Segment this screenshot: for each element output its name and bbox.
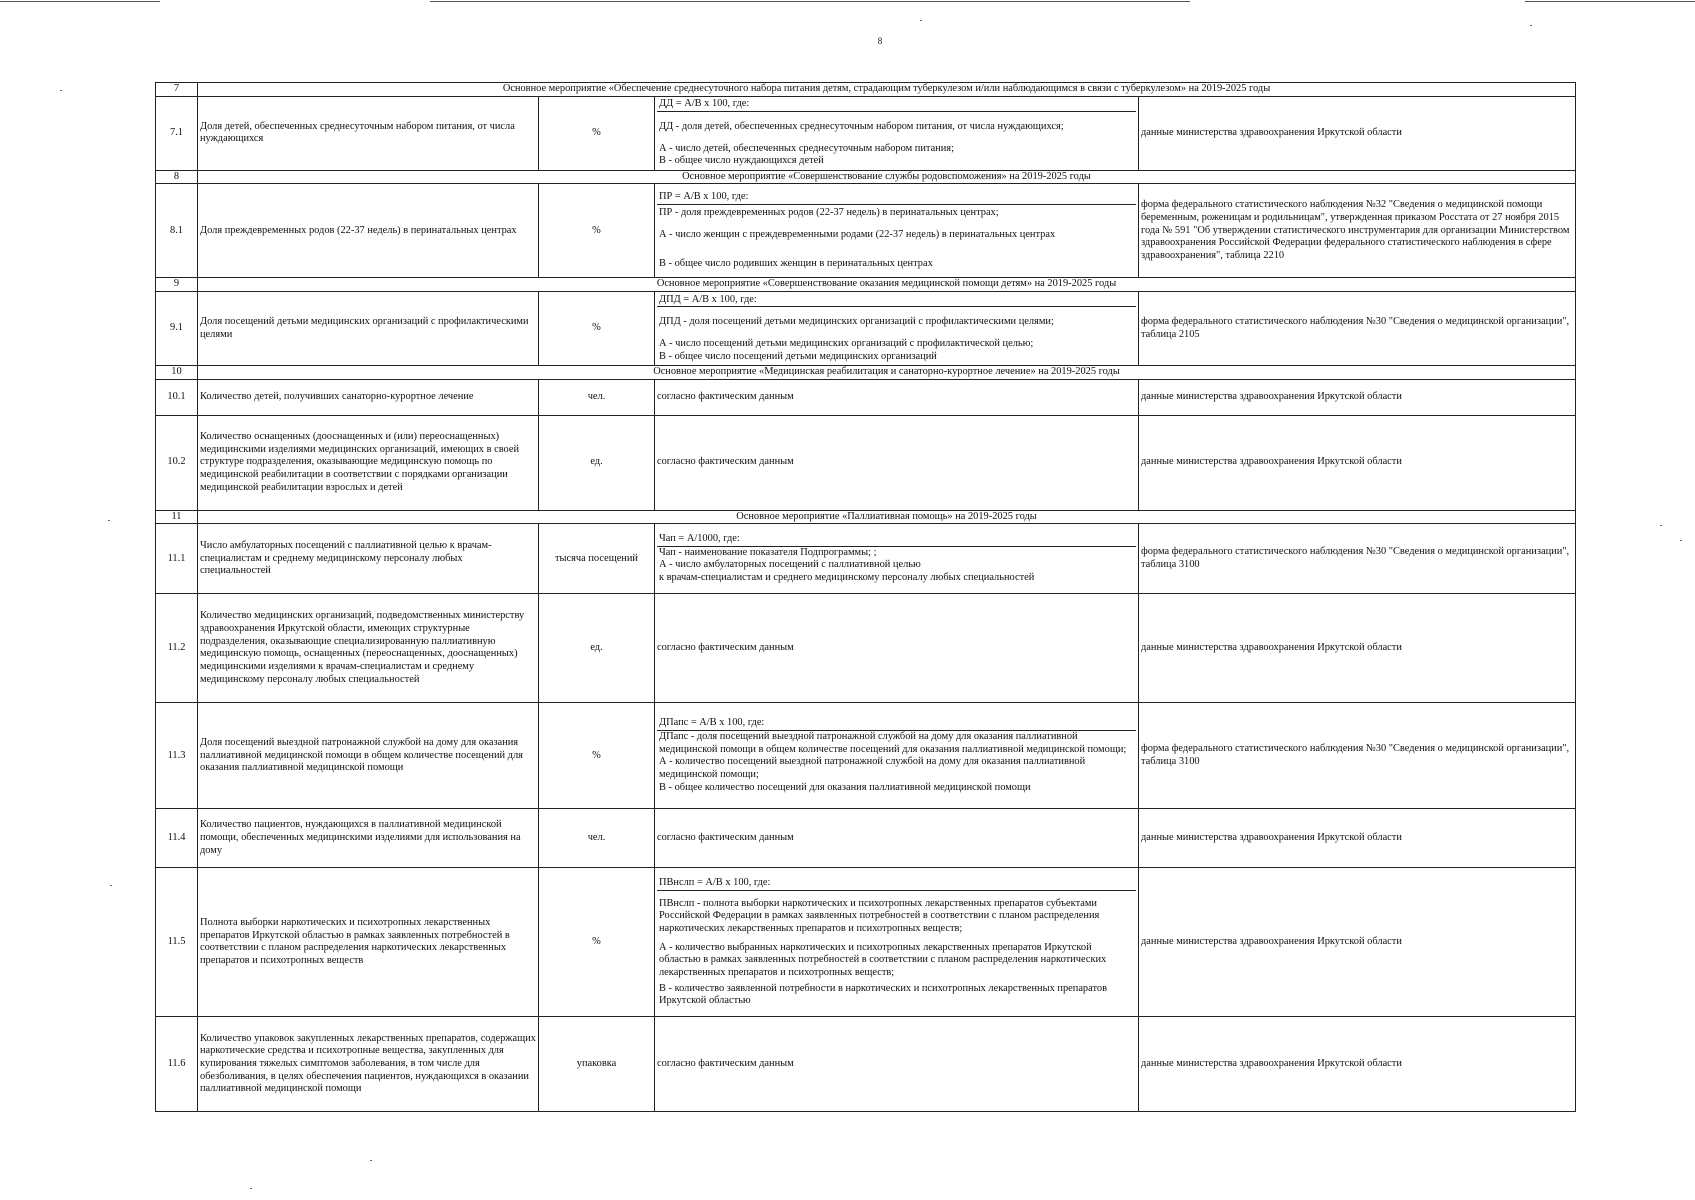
scan-speck (110, 885, 112, 886)
scan-speck (1530, 25, 1532, 26)
section-row (156, 83, 1576, 97)
section-number: 10 (156, 366, 198, 380)
section-row (156, 366, 1576, 380)
data-source: форма федерального статистического наблюдения №30 "Сведения о медицинской организации", таблица 3100 (1139, 524, 1576, 594)
method-line: А - количество посещений выездной патронажной службой на дому для оказания паллиативной медицинской помощи; (659, 756, 1086, 781)
indicator-row (156, 415, 1576, 510)
method-line: ДПД - доля посещений детьми медицинских организаций с профилактическими целями; (659, 316, 1054, 328)
calculation-method: согласно фактическим данным (655, 594, 1139, 703)
method-line: ПВнслп - полнота выборки наркотических и психотропных лекарственных препаратов субъектами Российской Федерации в рамках заявленных потребностей в соответствии с планом распределения наркотических лекарственных препаратов и психотропных веществ; (659, 897, 1100, 934)
indicator-name: Количество пациентов, нуждающихся в паллиативной медицинской помощи, обеспеченных медицинскими изделиями для использования на дому (198, 809, 539, 868)
indicator-unit: % (539, 184, 655, 278)
section-number: 11 (156, 510, 198, 524)
data-source: данные министерства здравоохранения Иркутской области (1139, 96, 1576, 170)
indicator-number: 11.3 (156, 703, 198, 809)
calculation-method: согласно фактическим данным (655, 1017, 1139, 1112)
method-line: ПР = А/В x 100, где: (657, 191, 1136, 205)
method-line: ПВнслп = А/В x 100, где: (657, 877, 1136, 891)
method-line: ДПД = А/В x 100, где: (657, 294, 1136, 308)
method-line: А - число детей, обеспеченных среднесуточным набором питания; (659, 142, 954, 154)
data-source: форма федерального статистического наблюдения №30 "Сведения о медицинской организации", таблица 3100 (1139, 703, 1576, 809)
scan-speck (108, 520, 110, 521)
indicator-name: Количество детей, получивших санаторно-курортное лечение (198, 379, 539, 415)
method-line: В - общее число родивших женщин в перинатальных центрах (659, 258, 933, 270)
section-title: Основное мероприятие «Медицинская реабилитация и санаторно-курортное лечение» на 2019-2025 годы (198, 366, 1576, 380)
indicator-name: Доля детей, обеспеченных среднесуточным набором питания, от числа нуждающихся (198, 96, 539, 170)
data-source: данные министерства здравоохранения Иркутской области (1139, 1017, 1576, 1112)
calculation-method: согласно фактическим данным (655, 415, 1139, 510)
indicator-row (156, 524, 1576, 594)
scan-speck (1680, 540, 1682, 541)
data-source: данные министерства здравоохранения Иркутской области (1139, 594, 1576, 703)
method-line: А - число посещений детьми медицинских организаций с профилактической целью; (659, 338, 1034, 350)
indicator-number: 7.1 (156, 96, 198, 170)
indicator-number: 10.2 (156, 415, 198, 510)
indicator-number: 11.6 (156, 1017, 198, 1112)
indicator-name: Количество упаковок закупленных лекарственных препаратов, содержащих наркотические средства и психотропные вещества, закупленных для купирования тяжелых симптомов заболевания, в том числе для обезболивания, в целях обеспечения пациентов, нуждающихся в оказании паллиативной медицинской помощи (198, 1017, 539, 1112)
indicator-name: Доля преждевременных родов (22-37 недель) в перинатальных центрах (198, 184, 539, 278)
indicator-unit: ед. (539, 594, 655, 703)
scan-border-left (0, 1, 160, 2)
indicator-unit: чел. (539, 379, 655, 415)
indicator-name: Полнота выборки наркотических и психотропных лекарственных препаратов Иркутской областью в рамках заявленных потребностей в соответствии с планом распределения наркотических лекарственных препаратов и психотропных веществ (198, 868, 539, 1017)
indicator-name: Доля посещений выездной патронажной службой на дому для оказания паллиативной медицинской помощи в общем количестве посещений для оказания паллиативной медицинской помощи (198, 703, 539, 809)
indicator-row (156, 1017, 1576, 1112)
section-title: Основное мероприятие «Совершенствование службы родовспоможения» на 2019-2025 годы (198, 170, 1576, 184)
indicator-row (156, 594, 1576, 703)
indicator-number: 11.4 (156, 809, 198, 868)
method-line: ДПапс - доля посещений выездной патронажной службой на дому для оказания паллиативной медицинской помощи в общем количестве посещений для оказания паллиативной медицинской помощи; (659, 731, 1127, 755)
scan-border-mid (430, 1, 1190, 2)
indicator-unit: упаковка (539, 1017, 655, 1112)
scan-speck (920, 20, 922, 21)
section-number: 8 (156, 170, 198, 184)
section-title: Основное мероприятие «Обеспечение среднесуточного набора питания детям, страдающим туберкулезом и/или наблюдающимся в связи с туберкулезом» на 2019-2025 годы (198, 83, 1576, 97)
calculation-method (655, 96, 1139, 170)
calculation-method (655, 524, 1139, 594)
method-line: В - количество заявленной потребности в наркотических и психотропных лекарственных препаратов Иркутской областью (659, 982, 1107, 1007)
calculation-method: согласно фактическим данным (655, 809, 1139, 868)
method-line: В - общее число нуждающихся детей (659, 155, 824, 167)
scan-speck (1660, 525, 1662, 526)
indicator-unit: % (539, 292, 655, 366)
method-line: ДД - доля детей, обеспеченных среднесуточным набором питания, от числа нуждающихся; (659, 121, 1064, 132)
section-row (156, 510, 1576, 524)
indicator-number: 10.1 (156, 379, 198, 415)
method-line: Чап = А/1000, где: (657, 533, 1136, 547)
calculation-method (655, 184, 1139, 278)
calculation-method: согласно фактическим данным (655, 379, 1139, 415)
indicator-number: 11.1 (156, 524, 198, 594)
method-line: ДД = А/В x 100, где: (657, 98, 1136, 112)
data-source: форма федерального статистического наблюдения №30 "Сведения о медицинской организации", таблица 2105 (1139, 292, 1576, 366)
method-line: ПР - доля преждевременных родов (22-37 недель) в перинатальных центрах; (659, 206, 999, 218)
calculation-method (655, 703, 1139, 809)
scan-border-right (1525, 1, 1695, 2)
method-line: к врачам-специалистам и среднего медицинскому персоналу любых специальностей (659, 572, 1035, 584)
indicator-name: Количество медицинских организаций, подведомственных министерству здравоохранения Иркутской области, имеющих структурные подразделения, оказывающие специализированную паллиативную медицинскую помощь, оснащенных (переоснащенных, дооснащенных) медицинскими изделиями к врачам-специалистам и среднему медицинскому персоналу любых специальностей (198, 594, 539, 703)
indicator-row (156, 868, 1576, 1017)
indicator-number: 11.2 (156, 594, 198, 703)
indicator-unit: тысяча посещений (539, 524, 655, 594)
indicator-row (156, 96, 1576, 170)
data-source: данные министерства здравоохранения Иркутской области (1139, 809, 1576, 868)
scan-speck (370, 1160, 372, 1161)
section-number: 9 (156, 278, 198, 292)
indicator-number: 8.1 (156, 184, 198, 278)
indicator-row (156, 809, 1576, 868)
section-title: Основное мероприятие «Совершенствование оказания медицинской помощи детям» на 2019-2025 годы (198, 278, 1576, 292)
section-number: 7 (156, 83, 198, 97)
data-source: данные министерства здравоохранения Иркутской области (1139, 868, 1576, 1017)
scan-speck (250, 1188, 252, 1189)
data-source: данные министерства здравоохранения Иркутской области (1139, 415, 1576, 510)
calculation-method (655, 292, 1139, 366)
method-line: А - число амбулаторных посещений с паллиативной целью (659, 559, 921, 571)
method-line: В - общее число посещений детьми медицинских организаций (659, 350, 937, 362)
page-number: 8 (877, 36, 883, 46)
section-row (156, 170, 1576, 184)
calculation-method (655, 868, 1139, 1017)
indicator-row (156, 184, 1576, 278)
indicator-name: Количество оснащенных (дооснащенных и (или) переоснащенных) медицинскими изделиями медицинских организаций, имеющих в своей структуре подразделения, оказывающие медицинскую помощь по медицинской реабилитации в соответствии с порядками организации медицинской реабилитации взрослых и детей (198, 415, 539, 510)
method-line: А - количество выбранных наркотических и психотропных лекарственных препаратов Иркутской областью в рамках заявленных потребностей в соответствии с планом распределения наркотических лекарственных препаратов и психотропных веществ; (659, 941, 1107, 978)
method-line: Чап - наименование показателя Подпрограммы; ; (659, 546, 877, 558)
section-title: Основное мероприятие «Паллиативная помощь» на 2019-2025 годы (198, 510, 1576, 524)
method-line: ДПапс = А/В x 100, где: (657, 717, 1136, 731)
data-source: форма федерального статистического наблюдения №32 "Сведения о медицинской помощи беременным, роженицам и родильницам", утвержденная приказом Росстата от 27 ноября 2015 года № 591 "Об утверждении статистического инструментария для организации Министерством здравоохранения Российской Федерации федерального статистического наблюдения в сфере здравоохранения", таблица 2210 (1139, 184, 1576, 278)
indicator-row (156, 292, 1576, 366)
indicator-unit: % (539, 96, 655, 170)
section-row (156, 278, 1576, 292)
method-line: А - число женщин с преждевременными родами (22-37 недель) в перинатальных центрах (659, 229, 1056, 241)
indicator-unit: % (539, 703, 655, 809)
indicator-unit: чел. (539, 809, 655, 868)
indicator-number: 11.5 (156, 868, 198, 1017)
data-source: данные министерства здравоохранения Иркутской области (1139, 379, 1576, 415)
indicator-name: Число амбулаторных посещений с паллиативной целью к врачам-специалистам и среднему медицинскому персоналу любых специальностей (198, 524, 539, 594)
indicator-unit: % (539, 868, 655, 1017)
method-line: В - общее количество посещений для оказания паллиативной медицинской помощи (659, 781, 1031, 793)
indicator-unit: ед. (539, 415, 655, 510)
indicator-row (156, 379, 1576, 415)
indicators-table (155, 82, 1576, 1112)
indicator-number: 9.1 (156, 292, 198, 366)
scan-speck (60, 90, 62, 91)
indicator-row (156, 703, 1576, 809)
indicator-name: Доля посещений детьми медицинских организаций с профилактическими целями (198, 292, 539, 366)
